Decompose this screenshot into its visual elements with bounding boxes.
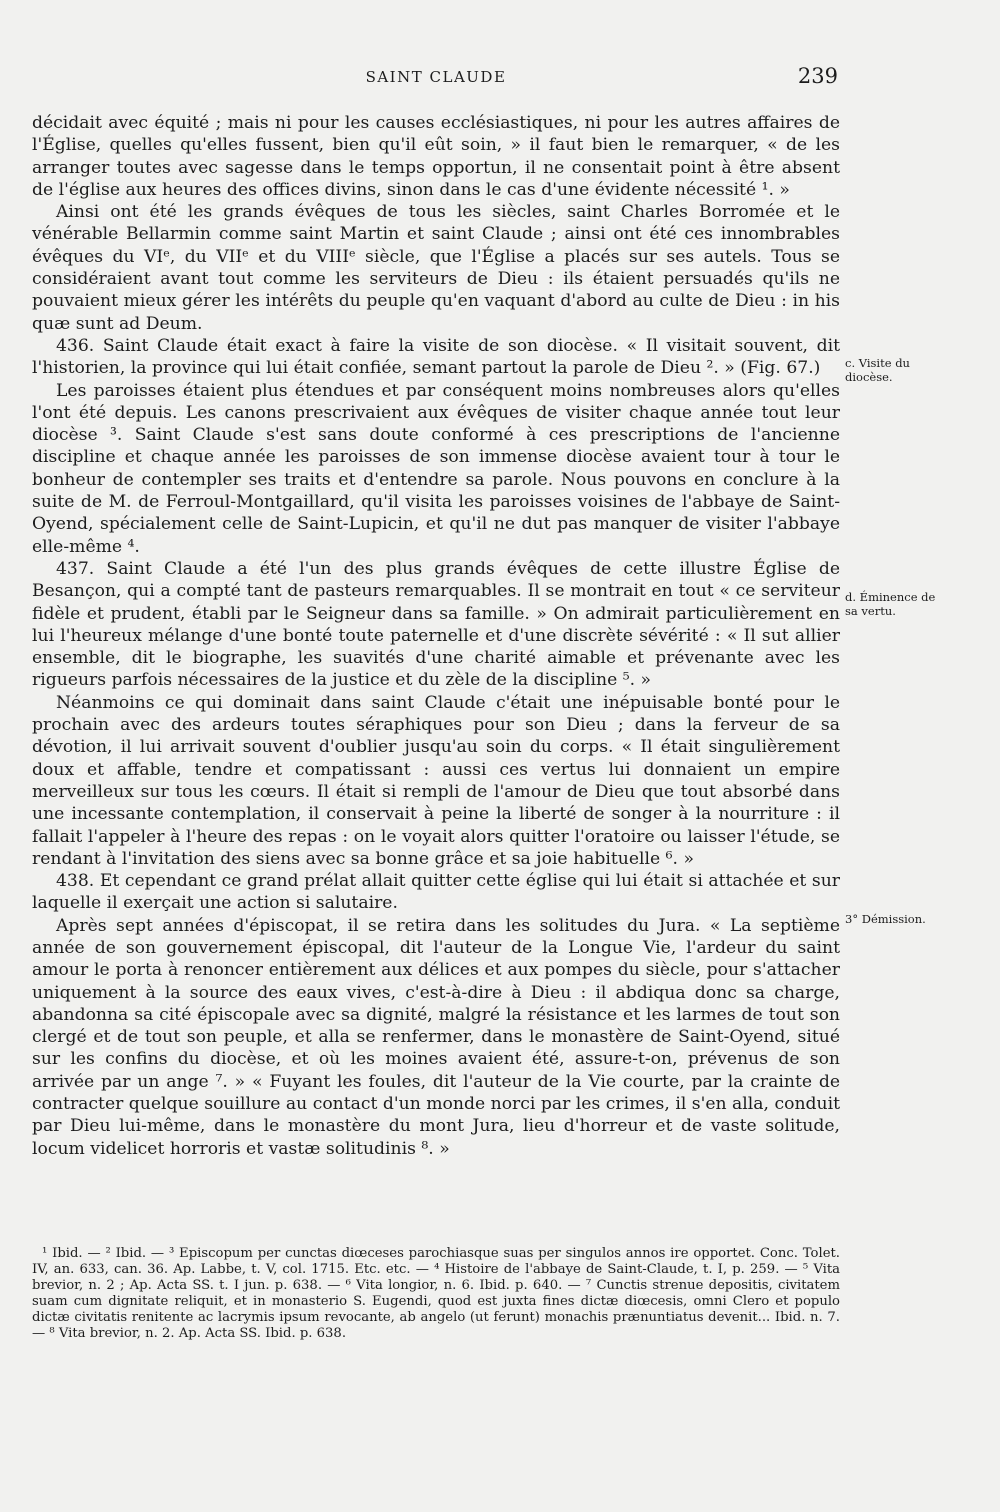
paragraph: Néanmoins ce qui dominait dans saint Claude c'était une inépuisable bonté pour le prochain avec des ardeurs toutes séraphiques pour son Dieu ; dans la ferveur de sa dévotion, il lui arrivait souvent d'oublier jusqu'au soin du corps. « Il était singulièrement doux et affable, tendre et compatissant : aussi ces vertus lui donnaient un empire merveilleux sur tous les cœurs. Il était si rempli de l'amour de Dieu que tout absorbé dans une incessante contemplation, il conservait à peine la liberté de songer à la nourriture : il fallait l'appeler à l'heure des repas : on le voyait alors quitter l'oratoire ou laisser l'étude, se rendant à l'invitation des siens avec sa bonne grâce et sa joie habituelle ⁶. »	[32, 692, 840, 869]
footnotes	[32, 1246, 840, 1343]
paragraph: Ainsi ont été les grands évêques de tous les siècles, saint Charles Borromée et le vénérable Bellarmin comme saint Martin et saint Claude ; ainsi ont été ces innombrables évêques du VIᵉ, du VIIᵉ et du VIIIᵉ siècle, que l'Église a placés sur ses autels. Tous se considéraient avant tout comme les serviteurs de Dieu : ils étaient persuadés qu'ils ne pouvaient mieux gérer les intérêts du peuple qu'en vaquant d'abord au culte de Dieu : in his quæ sunt ad Deum.	[32, 202, 840, 334]
paragraph: Les paroisses étaient plus étendues et par conséquent moins nombreuses alors qu'elles l'ont été depuis. Les canons prescrivaient aux évêques de visiter chaque année tout leur diocèse ³. Saint Claude s'est sans doute conformé à ces prescriptions de l'ancienne discipline et chaque année les paroisses de son immense diocèse avaient tour à tour le bonheur de contempler ses traits et d'entendre sa parole. Nous pouvons en conclure à la suite de M. de Ferroul-Montgaillard, qu'il visita les paroisses voisines de l'abbaye de Saint-Oyend, spécialement celle de Saint-Lupicin, et qu'il ne dut pas manquer de visiter l'abbaye elle-même ⁴.	[32, 380, 840, 557]
footnote-text: ¹ Ibid. — ² Ibid. — ³ Episcopum per cunctas diœceses parochiasque suas per singulos annos ire opportet. Conc. Tolet. IV, an. 633, can. 36. Ap. Labbe, t. V, col. 1715. Etc. etc. — ⁴ Histoire de l'abbaye de Saint-Claude, t. I, p. 259. — ⁵ Vita brevior, n. 2 ; Ap. Acta SS. t. I jun. p. 638. — ⁶ Vita longior, n. 6. Ibid. p. 640. — ⁷ Cunctis strenue depositis, civitatem suam cum dignitate reliquit, et in monasterio S. Eugendi, quod est juxta fines dictæ diœcesis, omni Clero et populo dictæ civitatis renitente ac lacrymis ipsum revocante, ab angelo (ut ferunt) monachis prænuntiatus devenit... Ibid. n. 7. — ⁸ Vita brevior, n. 2. Ap. Acta SS. Ibid. p. 638.	[32, 1246, 840, 1342]
body-text	[32, 112, 840, 1160]
page-number: 239	[797, 64, 838, 88]
margin-note-eminence: d. Éminence de sa vertu.	[845, 590, 936, 618]
paragraph-438: 438. Et cependant ce grand prélat allait quitter cette église qui lui était si attachée et sur laquelle il exerçait une action si salutaire.	[32, 871, 840, 914]
paragraph: décidait avec équité ; mais ni pour les causes ecclésiastiques, ni pour les autres affaires de l'Église, quelles qu'elles fussent, bien qu'il eût soin, » il faut bien le remarquer, « de les arranger toutes avec sagesse dans le temps opportun, il ne consentait point à être absent de l'église aux heures des offices divins, sinon dans le cas d'une évidente nécessité ¹. »	[32, 113, 840, 200]
margin-note-demission: 3° Démission.	[845, 912, 926, 926]
paragraph: Après sept années d'épiscopat, il se retira dans les solitudes du Jura. « La septième année de son gouvernement épiscopal, dit l'auteur de la Longue Vie, l'ardeur du saint amour le porta à renoncer entièrement aux délices et aux pompes du siècle, pour s'attacher uniquement à la source des eaux vives, c'est-à-dire à Dieu : il abdiqua donc sa charge, abandonna sa cité épiscopale avec sa dignité, malgré la résistance et les larmes de tout son clergé et de tout son peuple, et alla se renfermer, dans le monastère de Saint-Oyend, situé sur les confins du diocèse, et où les moines avaient été, assure-t-on, prévenus de son arrivée par un ange ⁷. » « Fuyant les foules, dit l'auteur de la Vie courte, par la crainte de contracter quelque souillure au contact d'un monde norci par les crimes, il s'en alla, conduit par Dieu lui-même, dans le monastère du mont Jura, lieu d'horreur et de vaste solitude, locum videlicet horroris et vastæ solitudinis ⁸. »	[32, 915, 840, 1159]
running-title: SAINT CLAUDE	[365, 68, 507, 86]
page-header	[30, 62, 842, 98]
paragraph-437: 437. Saint Claude a été l'un des plus grands évêques de cette illustre Église de Besançon, qui a compté tant de pasteurs remarquables. Il se montrait en tout « ce serviteur fidèle et prudent, établi par le Seigneur dans sa famille. » On admirait particulièrement en lui l'heureux mélange d'une bonté toute paternelle et d'une discrète sévérité : « Il sut allier ensemble, dit le biographe, les suavités d'une charité aimable et prévenante avec les rigueurs parfois nécessaires de la justice et du zèle de la discipline ⁵. »	[32, 558, 840, 691]
margin-note-visite: c. Visite du diocèse.	[845, 356, 910, 384]
paragraph-436: 436. Saint Claude était exact à faire la visite de son diocèse. « Il visitait souvent, dit l'historien, la province qui lui était confiée, semant partout la parole de Dieu ². » (Fig. 67.)	[32, 335, 840, 379]
